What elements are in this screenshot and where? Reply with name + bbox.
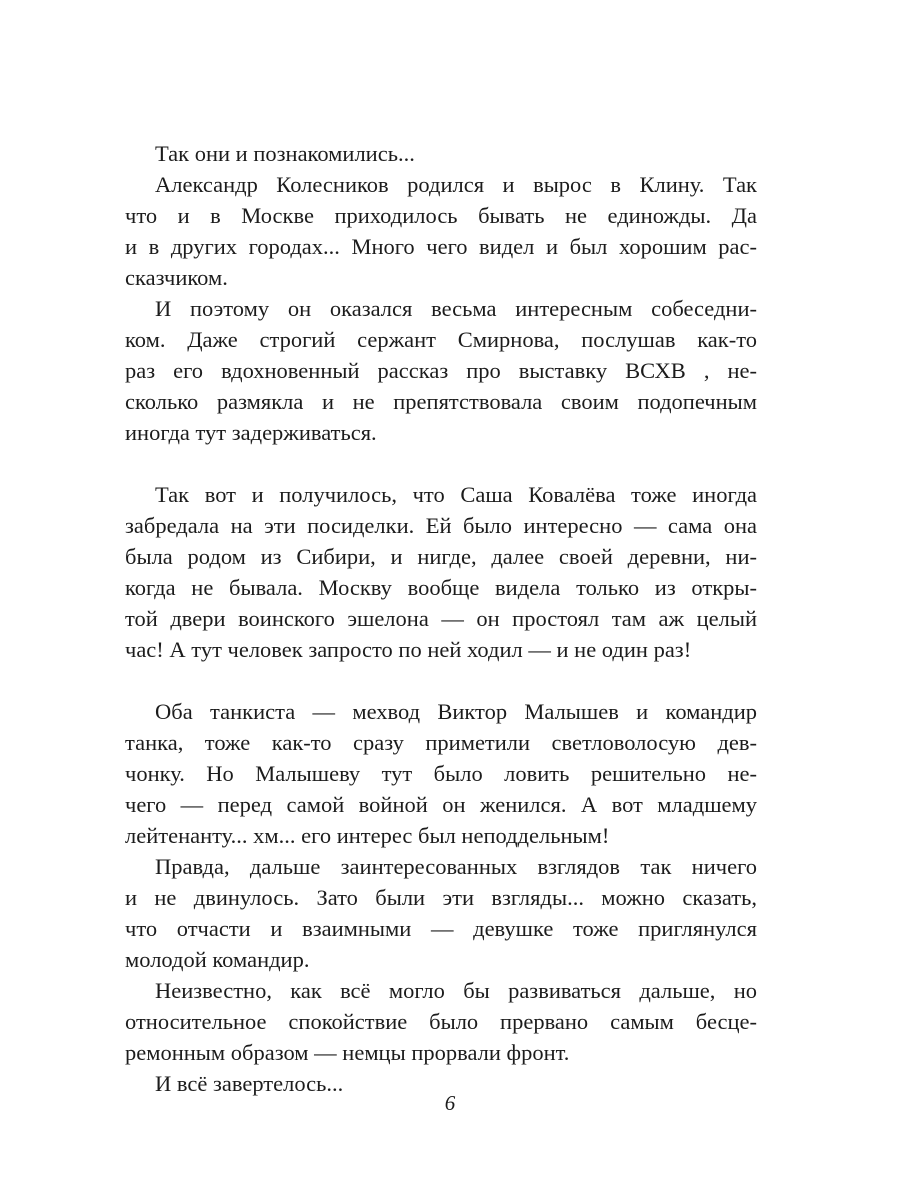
text-line: той двери воинского эшелона — он простоял там аж целый <box>125 606 757 631</box>
text-line: чонку. Но Малышеву тут было ловить решительно не- <box>125 761 757 786</box>
text-line: иногда тут задерживаться. <box>125 420 377 445</box>
text-line: была родом из Сибири, и нигде, далее своей деревни, ни- <box>125 544 757 569</box>
text-line: что и в Москве приходилось бывать не единожды. Да <box>125 203 757 228</box>
text-line: и в других городах... Много чего видел и был хорошим рас- <box>125 234 757 259</box>
text-line: Неизвестно, как всё могло бы развиваться дальше, но <box>155 978 757 1003</box>
text-line: Так они и познакомились... <box>155 141 415 166</box>
text-line: танка, тоже как-то сразу приметили светловолосую дев- <box>125 730 757 755</box>
page-number: 6 <box>444 1091 456 1115</box>
text-line: забредала на эти посиделки. Ей было интересно — сама она <box>125 513 757 538</box>
text-line: когда не бывала. Москву вообще видела только из откры- <box>125 575 757 600</box>
paragraph <box>125 169 757 293</box>
text-line: молодой командир. <box>125 947 310 972</box>
text-line: И всё завертелось... <box>155 1071 344 1096</box>
paragraph <box>125 138 757 169</box>
section-break <box>125 665 757 696</box>
paragraph <box>125 975 757 1068</box>
text-line: что отчасти и взаимными — девушке тоже приглянулся <box>125 916 757 941</box>
text-line: И поэтому он оказался весьма интересным собеседни- <box>155 296 757 321</box>
text-line: раз его вдохновенный рассказ про выставку ВСХВ , не- <box>125 358 757 383</box>
text-line: Александр Колесников родился и вырос в Клину. Так <box>155 172 757 197</box>
text-line: сколько размякла и не препятствовала своим подопечным <box>125 389 757 414</box>
text-line: лейтенанту... хм... его интерес был неподдельным! <box>125 823 610 848</box>
paragraph <box>125 479 757 665</box>
body-text <box>125 138 757 1099</box>
text-line: Так вот и получилось, что Саша Ковалёва тоже иногда <box>155 482 757 507</box>
text-line: чего — перед самой войной он женился. А вот младшему <box>125 792 757 817</box>
section-break <box>125 448 757 479</box>
paragraph <box>125 851 757 975</box>
text-line: час! А тут человек запросто по ней ходил — и не один раз! <box>125 637 692 662</box>
text-line: Правда, дальше заинтересованных взглядов так ничего <box>155 854 757 879</box>
text-line: относительное спокойствие было прервано самым бесце- <box>125 1009 757 1034</box>
paragraph <box>125 696 757 851</box>
text-line: ком. Даже строгий сержант Смирнова, послушав как-то <box>125 327 757 352</box>
text-line: и не двинулось. Зато были эти взгляды... можно сказать, <box>125 885 757 910</box>
text-line: Оба танкиста — мехвод Виктор Малышев и командир <box>155 699 757 724</box>
paragraph <box>125 293 757 448</box>
text-line: сказчиком. <box>125 265 228 290</box>
text-line: ремонным образом — немцы прорвали фронт. <box>125 1040 570 1065</box>
